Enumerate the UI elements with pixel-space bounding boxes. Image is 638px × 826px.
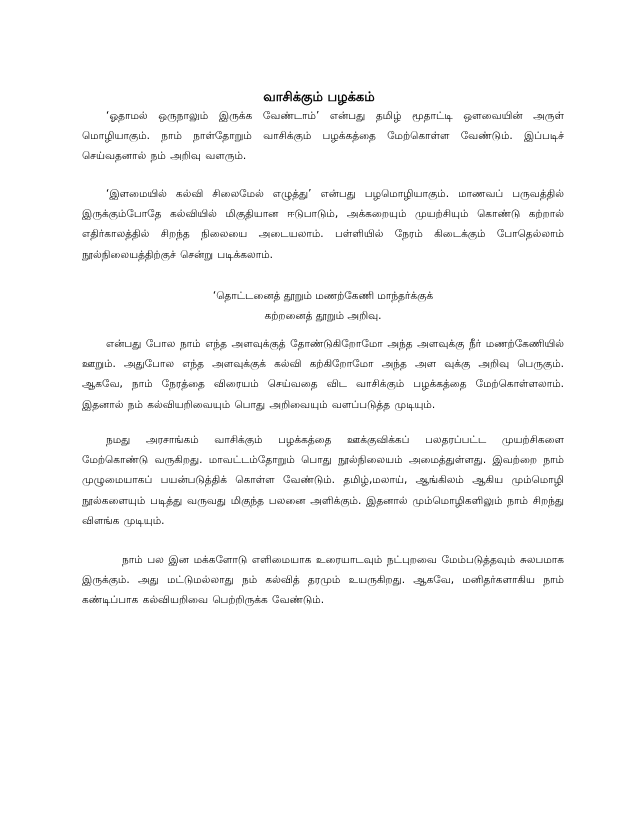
paragraph-3: என்பது போல நாம் எந்த அளவுக்குத் தோண்டுகிறோமோ அந்த அளவுக்கு நீர் மணற்கேணியில் ஊறும். அதுபோல எந்த அளவுக்குக் கல்வி கற்கிறோமோ அந்த அள வுக்கு அறிவு பெருகும். ஆகவே, நாம் நேரத்தை விரையம் செய்வதை விட வாசிக்கும் பழக்கத்தை மேற்கொள்ளலாம். இதனால் நம் கல்வியறிவையும் பொது அறிவையும் வளப்படுத்த முடியும்.: [82, 338, 564, 411]
paragraph-2: ‘இளமையில் கல்வி சிலைமேல் எழுத்து’ என்பது பழமொழியாகும். மாணவப் பருவத்தில் இருக்கும்போதே கல்வியில் மிகுதியான ஈடுபாடும், அக்கறையும் முயற்சியும் கொண்டு கற்றால் எதிர்காலத்தில் சிறந்த நிலையை அடையலாம். பள்ளியில் நேரம் கிடைக்கும் போதெல்லாம் நூல்நிலையத்திற்குச் சென்று படிக்கலாம்.: [82, 188, 564, 261]
paragraph-1: ‘ஓதாமல் ஒருநாலும் இருக்க வேண்டாம்’ என்பது தமிழ் மூதாட்டி ஒளவையின் அருள் மொழியாகும். நாம் நாள்தோறும் வாசிக்கும் பழக்கத்தை மேற்கொள்ள வேண்டும். இப்படிச் செய்வதனால் நம் அறிவு வளரும்.: [82, 110, 564, 163]
proverb-quote: [82, 286, 564, 326]
document-title: வாசிக்கும் பழக்கம்: [263, 90, 375, 105]
paragraph-4: நமது அரசாங்கம் வாசிக்கும் பழக்கத்தை ஊக்குவிக்கப் பலதரப்பட்ட முயற்சிகளை மேற்கொண்டு வருகிறது. மாவட்டம்தோறும் பொது நூல்நிலையம் அமைத்துள்ளது. இவற்றை நாம் முழுமையாகப் பயன்படுத்திக் கொள்ள வேண்டும். தமிழ்,மலாய், ஆங்கிலம் ஆகிய மும்மொழி நூல்களையும் படித்து வருவது மிகுந்த பலனை அளிக்கும். இதனால் மும்மொழிகளிலும் நாம் சிறந்து விளங்க முடியும்.: [82, 434, 564, 527]
quote-line-2: கற்றனைத் தூறும் அறிவு.: [264, 310, 382, 323]
paragraph-5: நாம் பல இன மக்களோடு எளிமையாக உரையாடவும் நட்புறவை மேம்படுத்தவும் சுலபமாக இருக்கும். அது மட்டுமல்லாது நம் கல்வித் தரமும் உயருகிறது. ஆகவே, மனிதர்களாகிய நாம் கண்டிப்பாக கல்வியறிவை பெற்றிருக்க வேண்டும்.: [82, 554, 564, 607]
quote-line-1: ‘தொட்டனைத் தூறும் மணற்கேணி மாந்தர்க்குக்: [212, 290, 434, 302]
